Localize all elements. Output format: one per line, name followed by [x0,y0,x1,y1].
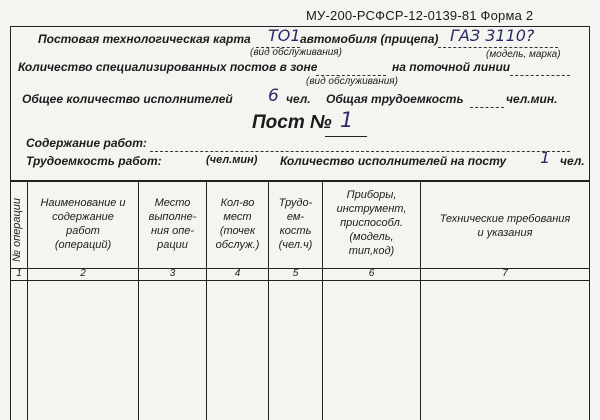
header-tools: Приборы, инструмент, приспособл. (модель, тип,код) [336,189,407,257]
total-workers-label: Общее количество исполнителей [22,92,233,106]
labor-unit: (чел.мин) [206,154,258,166]
content-label: Содержание работ: [26,136,147,150]
total-workers-handwritten: 6 [268,86,279,106]
col-number-2: 2 [80,268,86,279]
post-workers-handwritten: 1 [540,148,551,167]
col-number-1: 1 [16,268,22,279]
post-number-handwritten: 1 [340,108,354,132]
total-labor-label: Общая трудоемкость [326,92,464,106]
card-title-label: Постовая технологическая карта [38,32,251,46]
service-type-hint: (вид обслуживания) [250,47,342,58]
posts-count-label: Количество специализированных постов в зоне [18,60,318,74]
header-points: Кол-во мест (точек обслуж.) [215,197,260,251]
post-workers-unit: чел. [560,154,585,168]
col-number-7: 7 [502,268,508,279]
header-labor: Трудо- ем- кость (чел.ч) [278,197,313,251]
border-right [589,26,590,420]
vehicle-label: автомобиля (прицепа) [300,32,439,46]
header-op-number: № операции [11,197,23,262]
table-numbers-bottom [10,280,590,281]
flow-line-label: на поточной линии [392,60,511,74]
col-number-3: 3 [169,268,176,279]
flow-line-underline [510,75,570,76]
col-number-6: 6 [368,268,375,279]
header-op-name: Наименование и содержание работ (операций) [40,197,126,251]
workers-unit: чел. [286,92,311,106]
model-underline [438,47,558,48]
header-place: Место выполне- ния опе- рации [148,197,197,251]
post-workers-label: Количество исполнителей на посту [280,154,507,168]
total-labor-unit: чел.мин. [506,92,558,106]
col-number-4: 4 [234,268,241,279]
table-top-line [10,180,590,182]
service-type-handwritten: ТО1 [268,26,301,45]
total-labor-underline [470,107,504,108]
post-title: Пост № [252,112,332,133]
form-code: МУ-200-РСФСР-12-0139-81 Форма 2 [306,8,534,23]
model-hint: (модель, марка) [486,49,561,60]
header-requirements: Технические требования и указания [439,213,571,239]
labor-label: Трудоемкость работ: [26,154,162,168]
posts-hint: (вид обслуживания) [306,76,398,87]
col-number-5: 5 [292,268,299,279]
post-number-underline [325,136,367,137]
content-underline [150,151,570,152]
model-handwritten: ГАЗ 3110? [450,26,535,45]
